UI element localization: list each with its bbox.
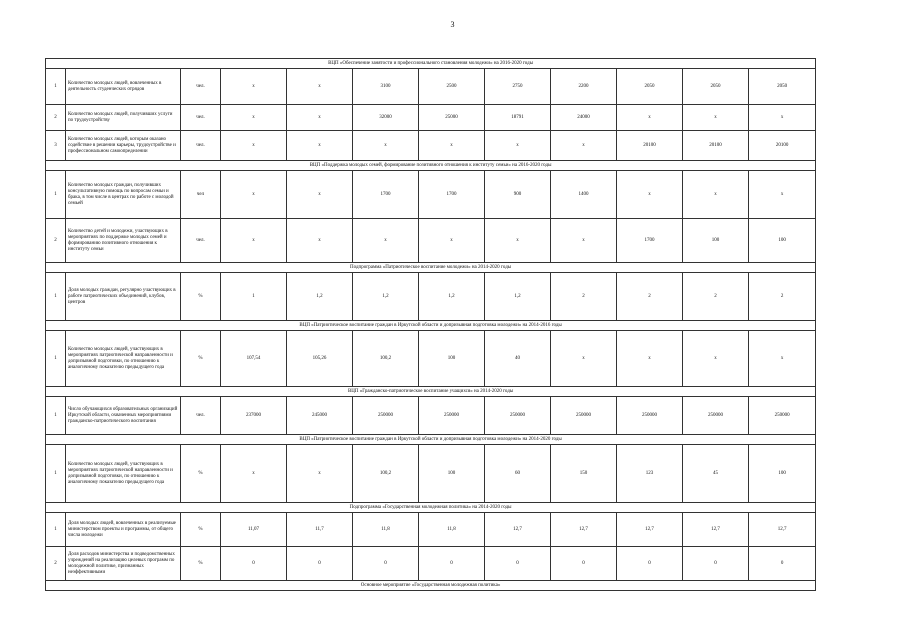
section-header-row xyxy=(46,263,816,273)
value-cell: 20100 xyxy=(683,131,749,161)
value-cell: 25000 xyxy=(419,105,485,131)
value-cell: 45 xyxy=(683,445,749,503)
value-cell: х xyxy=(221,171,287,219)
unit-cell: чел xyxy=(181,171,221,219)
row-number: 2 xyxy=(46,547,66,581)
value-cell: 2 xyxy=(683,273,749,321)
value-cell: 150 xyxy=(551,445,617,503)
table-row xyxy=(46,331,816,387)
value-cell: 0 xyxy=(353,547,419,581)
section-header-row xyxy=(46,581,816,591)
value-cell: 105,26 xyxy=(287,331,353,387)
value-cell: 40 xyxy=(485,331,551,387)
value-cell: 100 xyxy=(749,445,816,503)
value-cell: х xyxy=(617,171,683,219)
value-cell: 250000 xyxy=(617,397,683,435)
value-cell: 0 xyxy=(617,547,683,581)
indicator-name: Доля расходов министерства и подведомственных учреждений на реализацию целевых программ по молодежной политике, признанных неэффективными xyxy=(66,547,181,581)
unit-cell: % xyxy=(181,331,221,387)
indicators-table xyxy=(45,58,816,591)
row-number: 1 xyxy=(46,171,66,219)
value-cell: 0 xyxy=(221,547,287,581)
value-cell: 237000 xyxy=(221,397,287,435)
table-row xyxy=(46,171,816,219)
section-title: Подпрограмма «Патриотическое воспитание молодежи» на 2014-2020 годы xyxy=(46,263,816,273)
value-cell: 250000 xyxy=(551,397,617,435)
section-header-row xyxy=(46,321,816,331)
value-cell: 100 xyxy=(749,219,816,263)
section-title: ВЦП «Поддержка молодых семей, формирование позитивного отношения к институту семьи» на 2016-2020 годы xyxy=(46,161,816,171)
value-cell: 2500 xyxy=(419,69,485,105)
value-cell: 2050 xyxy=(749,69,816,105)
value-cell: 107,54 xyxy=(221,331,287,387)
row-number: 1 xyxy=(46,273,66,321)
section-header-row xyxy=(46,387,816,397)
value-cell: х xyxy=(353,131,419,161)
value-cell: 12,7 xyxy=(485,513,551,547)
unit-cell: чел. xyxy=(181,105,221,131)
table-row xyxy=(46,513,816,547)
indicator-name: Количество детей и молодежи, участвующих в мероприятиях по поддержке молодых семей и формированию позитивного отношения к институту семьи xyxy=(66,219,181,263)
unit-cell: % xyxy=(181,513,221,547)
value-cell: 1,2 xyxy=(419,273,485,321)
value-cell: 2200 xyxy=(551,69,617,105)
value-cell: х xyxy=(617,331,683,387)
value-cell: х xyxy=(551,331,617,387)
row-number: 1 xyxy=(46,513,66,547)
row-number: 2 xyxy=(46,219,66,263)
value-cell: 1700 xyxy=(353,171,419,219)
value-cell: 12,7 xyxy=(617,513,683,547)
section-title: Подпрограмма «Государственная молодежная политика» на 2014-2020 годы xyxy=(46,503,816,513)
value-cell: 11,8 xyxy=(353,513,419,547)
indicator-name: Количество молодых людей, которым оказано содействие в решении карьеры, трудоустройстве и профессиональном самоопределении xyxy=(66,131,181,161)
value-cell: х xyxy=(551,131,617,161)
row-number: 3 xyxy=(46,131,66,161)
value-cell: 245000 xyxy=(287,397,353,435)
value-cell: 1 xyxy=(221,273,287,321)
value-cell: 1,2 xyxy=(287,273,353,321)
indicator-name: Количество молодых людей, участвующих в мероприятиях патриотической направленности и допризывной подготовки, по отношению к аналогичному показателю предыдущего года xyxy=(66,445,181,503)
section-header-row xyxy=(46,161,816,171)
value-cell: 0 xyxy=(485,547,551,581)
value-cell: 100,2 xyxy=(353,331,419,387)
value-cell: х xyxy=(485,131,551,161)
indicator-name: Количество молодых людей, участвующих в мероприятиях патриотической направленности и допризывной подготовки, по отношению к аналогичному показателю предыдущего года xyxy=(66,331,181,387)
value-cell: 11,8 xyxy=(419,513,485,547)
indicator-name: Доля молодых граждан, регулярно участвующих в работе патриотических объединений, клубов, центров xyxy=(66,273,181,321)
value-cell: 32000 xyxy=(353,105,419,131)
indicator-name: Количество молодых людей, вовлеченных в деятельность студенческих отрядов xyxy=(66,69,181,105)
indicator-name: Доля молодых людей, вовлеченных в реализуемые министерством проекты и программы, от общего числа молодежи xyxy=(66,513,181,547)
value-cell: х xyxy=(617,105,683,131)
value-cell: 11,07 xyxy=(221,513,287,547)
value-cell: 250000 xyxy=(485,397,551,435)
unit-cell: чел. xyxy=(181,131,221,161)
value-cell: х xyxy=(287,219,353,263)
table-row xyxy=(46,131,816,161)
value-cell: х xyxy=(221,131,287,161)
value-cell: х xyxy=(221,69,287,105)
value-cell: 100 xyxy=(419,331,485,387)
value-cell: х xyxy=(551,219,617,263)
table-row xyxy=(46,273,816,321)
value-cell: х xyxy=(287,69,353,105)
value-cell: х xyxy=(287,445,353,503)
value-cell: 20100 xyxy=(749,131,816,161)
table-row xyxy=(46,547,816,581)
value-cell: 123 xyxy=(617,445,683,503)
table-row xyxy=(46,219,816,263)
value-cell: 24000 xyxy=(551,105,617,131)
value-cell: х xyxy=(221,445,287,503)
indicator-name: Количество молодых граждан, получивших консультативную помощь по вопросам семьи и брака, в том числе в центрах по работе с молодой семьей xyxy=(66,171,181,219)
section-title: ВЦП «Патриотическое воспитание граждан в Иркутской области и допризывная подготовка молодежи» на 2014-2020 годы xyxy=(46,435,816,445)
value-cell: 1,2 xyxy=(485,273,551,321)
section-header-row xyxy=(46,59,816,69)
value-cell: 20100 xyxy=(617,131,683,161)
table-row xyxy=(46,397,816,435)
page-number: 3 xyxy=(450,20,455,29)
table-row xyxy=(46,105,816,131)
section-header-row xyxy=(46,503,816,513)
table-row xyxy=(46,69,816,105)
value-cell: 2750 xyxy=(485,69,551,105)
value-cell: 0 xyxy=(683,547,749,581)
value-cell: 250000 xyxy=(683,397,749,435)
indicator-name: Число обучающихся образовательных организаций Иркутской области, охваченных мероприятиями гражданско-патриотического воспитания xyxy=(66,397,181,435)
row-number: 1 xyxy=(46,445,66,503)
value-cell: 1700 xyxy=(617,219,683,263)
value-cell: 12,7 xyxy=(551,513,617,547)
row-number: 1 xyxy=(46,69,66,105)
value-cell: 0 xyxy=(419,547,485,581)
value-cell: х xyxy=(683,171,749,219)
unit-cell: % xyxy=(181,445,221,503)
value-cell: х xyxy=(749,171,816,219)
value-cell: х xyxy=(749,331,816,387)
unit-cell: чел. xyxy=(181,397,221,435)
value-cell: 3100 xyxy=(353,69,419,105)
value-cell: х xyxy=(419,219,485,263)
table-row xyxy=(46,445,816,503)
value-cell: 0 xyxy=(287,547,353,581)
value-cell: х xyxy=(353,219,419,263)
section-title: ВЦП «Обеспечение занятости и профессионального становления молодежи» на 2016-2020 годы xyxy=(46,59,816,69)
value-cell: 100 xyxy=(419,445,485,503)
value-cell: 100 xyxy=(683,219,749,263)
value-cell: 250000 xyxy=(419,397,485,435)
value-cell: х xyxy=(221,219,287,263)
row-number: 1 xyxy=(46,397,66,435)
value-cell: 250000 xyxy=(353,397,419,435)
value-cell: 2050 xyxy=(683,69,749,105)
value-cell: х xyxy=(221,105,287,131)
value-cell: х xyxy=(749,105,816,131)
value-cell: 18791 xyxy=(485,105,551,131)
value-cell: 60 xyxy=(485,445,551,503)
value-cell: 2 xyxy=(551,273,617,321)
value-cell: 2050 xyxy=(617,69,683,105)
value-cell: х xyxy=(287,131,353,161)
value-cell: 2 xyxy=(749,273,816,321)
section-title: ВЦП «Гражданско-патриотическое воспитание учащихся» на 2014-2020 годы xyxy=(46,387,816,397)
unit-cell: чел. xyxy=(181,219,221,263)
section-title: ВЦП «Патриотическое воспитание граждан в Иркутской области и допризывная подготовка молодежи» на 2014-2016 годы xyxy=(46,321,816,331)
section-title: Основное мероприятие «Государственная молодежная политика» xyxy=(46,581,816,591)
value-cell: 11,7 xyxy=(287,513,353,547)
unit-cell: % xyxy=(181,273,221,321)
value-cell: 2 xyxy=(617,273,683,321)
unit-cell: % xyxy=(181,547,221,581)
value-cell: х xyxy=(683,105,749,131)
value-cell: х xyxy=(287,171,353,219)
indicator-name: Количество молодых людей, получивших услуги по трудоустройству xyxy=(66,105,181,131)
value-cell: х xyxy=(287,105,353,131)
value-cell: 250000 xyxy=(749,397,816,435)
value-cell: 12,7 xyxy=(683,513,749,547)
value-cell: 100,2 xyxy=(353,445,419,503)
value-cell: 1700 xyxy=(419,171,485,219)
value-cell: х xyxy=(485,219,551,263)
value-cell: 1400 xyxy=(551,171,617,219)
value-cell: х xyxy=(683,331,749,387)
value-cell: 12,7 xyxy=(749,513,816,547)
unit-cell: чел. xyxy=(181,69,221,105)
value-cell: 0 xyxy=(749,547,816,581)
value-cell: х xyxy=(419,131,485,161)
section-header-row xyxy=(46,435,816,445)
value-cell: 900 xyxy=(485,171,551,219)
value-cell: 1,2 xyxy=(353,273,419,321)
row-number: 1 xyxy=(46,331,66,387)
row-number: 2 xyxy=(46,105,66,131)
value-cell: 0 xyxy=(551,547,617,581)
